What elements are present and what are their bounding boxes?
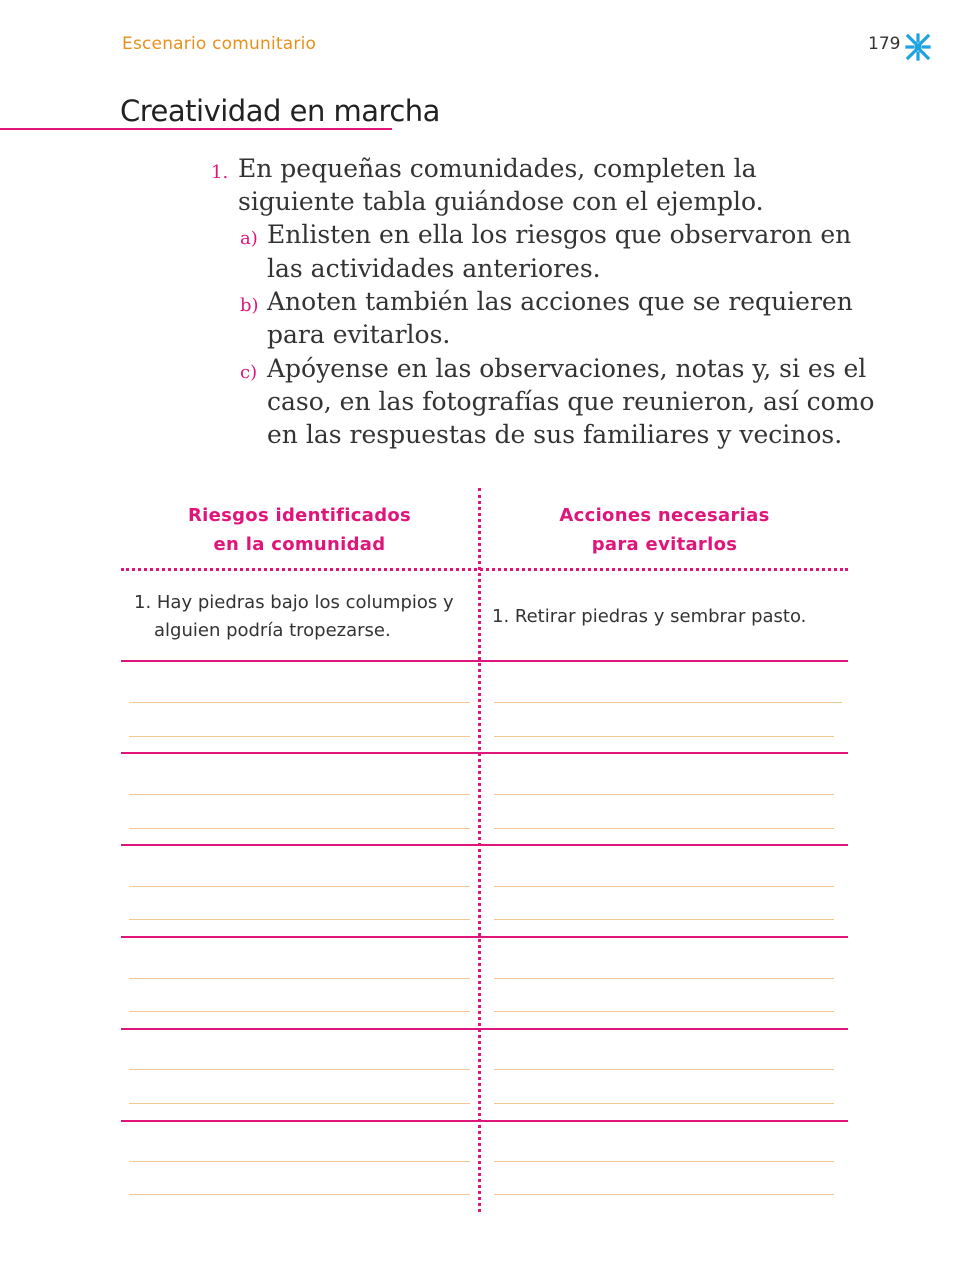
example-risk <box>134 589 454 645</box>
header-line: en la comunidad <box>213 534 386 555</box>
writing-line[interactable] <box>494 1161 834 1162</box>
item-c-line: en las respuestas de sus familiares y vecinos. <box>267 420 843 449</box>
item-b-line: para evitarlos. <box>267 320 451 349</box>
item-c-line: Apóyense en las observaciones, notas y, si es el <box>267 354 867 383</box>
example-risk-line: 1. Hay piedras bajo los columpios y <box>134 592 454 613</box>
row-separator <box>121 844 848 846</box>
header-line: Riesgos identificados <box>187 505 412 526</box>
writing-line[interactable] <box>129 1161 470 1162</box>
writing-line[interactable] <box>129 828 470 829</box>
writing-line[interactable] <box>494 1194 834 1195</box>
example-risk-line: alguien podría tropezarse. <box>154 620 391 641</box>
header-divider <box>121 568 848 571</box>
writing-line[interactable] <box>129 1103 470 1104</box>
writing-line[interactable] <box>129 919 470 920</box>
writing-line[interactable] <box>494 794 834 795</box>
writing-line[interactable] <box>494 886 834 887</box>
writing-line[interactable] <box>129 978 470 979</box>
writing-line[interactable] <box>494 828 834 829</box>
instruction-number: 1. <box>211 162 229 183</box>
item-label-c: c) <box>240 362 258 383</box>
writing-line[interactable] <box>129 736 470 737</box>
instruction-line: siguiente tabla guiándose con el ejemplo. <box>238 187 764 216</box>
writing-line[interactable] <box>129 702 470 703</box>
writing-line[interactable] <box>494 1011 834 1012</box>
header-line: Acciones necesarias <box>559 505 770 526</box>
column-divider <box>478 488 481 1212</box>
risks-column-header <box>121 501 478 559</box>
writing-line[interactable] <box>129 794 470 795</box>
page-title: Creatividad en marcha <box>120 94 440 128</box>
row-separator <box>121 660 848 662</box>
writing-line[interactable] <box>494 1103 834 1104</box>
writing-line[interactable] <box>129 1194 470 1195</box>
writing-line[interactable] <box>494 736 834 737</box>
row-separator <box>121 752 848 754</box>
writing-line[interactable] <box>129 1069 470 1070</box>
item-c-line: caso, en las fotografías que reunieron, así como <box>267 387 875 416</box>
section-label: Escenario comunitario <box>122 34 317 54</box>
item-a-line: Enlisten en ella los riesgos que observaron en <box>267 220 852 249</box>
writing-line[interactable] <box>494 702 842 703</box>
page-number: 179 <box>868 34 901 54</box>
writing-line[interactable] <box>129 1011 470 1012</box>
item-a-line: las actividades anteriores. <box>267 254 601 283</box>
writing-line[interactable] <box>494 978 834 979</box>
title-underline <box>0 128 392 130</box>
pattern-icon <box>905 33 931 61</box>
instruction-line: En pequeñas comunidades, completen la <box>238 154 757 183</box>
item-b-line: Anoten también las acciones que se requieren <box>267 287 853 316</box>
row-separator <box>121 1028 848 1030</box>
writing-line[interactable] <box>494 919 834 920</box>
item-label-b: b) <box>240 295 259 316</box>
writing-line[interactable] <box>129 886 470 887</box>
row-separator <box>121 936 848 938</box>
writing-line[interactable] <box>494 1069 834 1070</box>
example-action: 1. Retirar piedras y sembrar pasto. <box>492 606 807 627</box>
item-label-a: a) <box>240 228 258 249</box>
actions-column-header <box>481 501 848 559</box>
header-line: para evitarlos <box>591 534 738 555</box>
row-separator <box>121 1120 848 1122</box>
